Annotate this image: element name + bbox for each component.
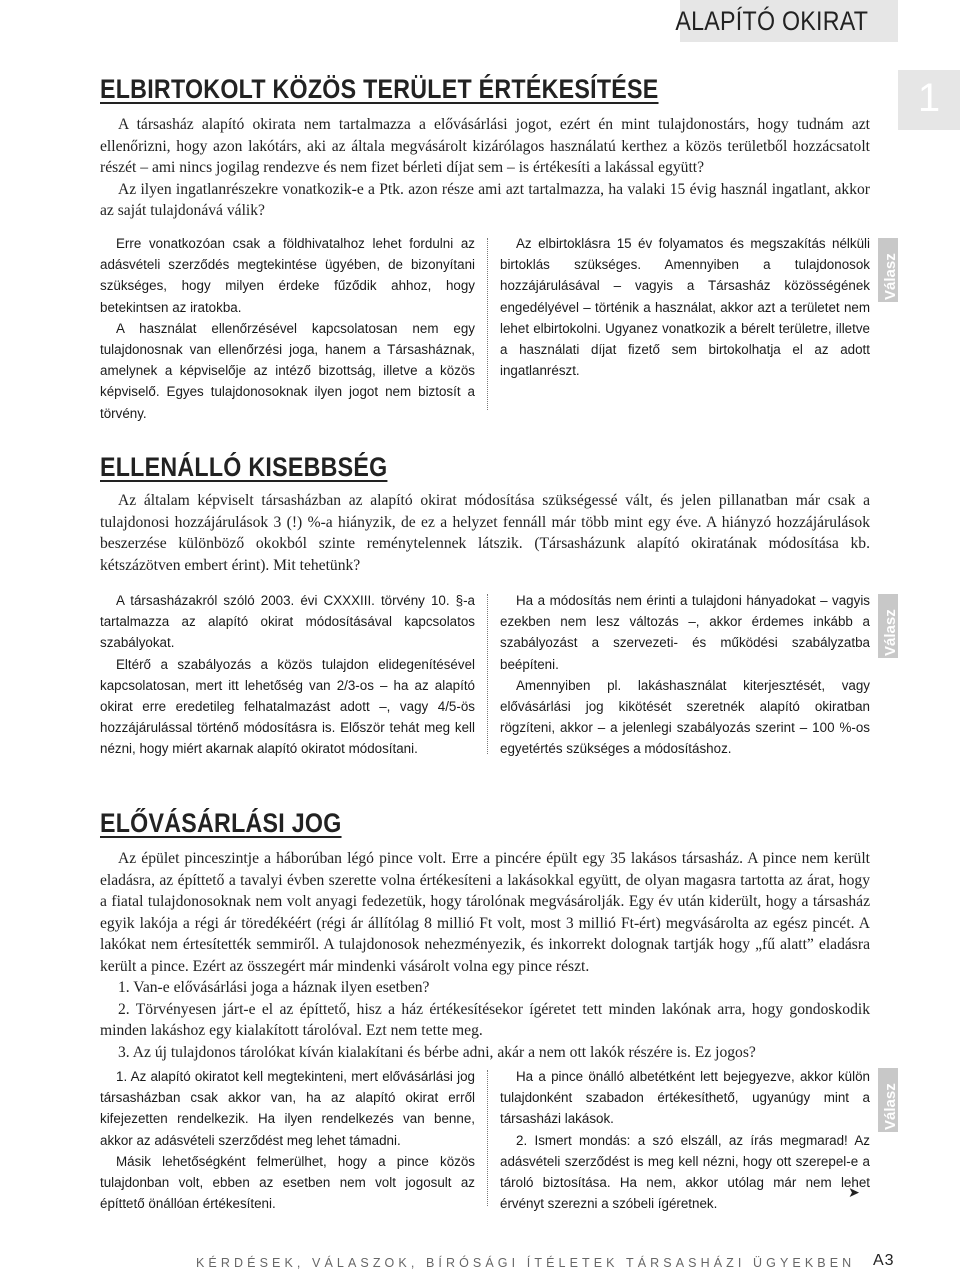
chapter-tab [898, 70, 960, 130]
question-paragraph: A társasház alapító okirata nem tartalmazza a elővásárlási jogot, ezért én mint tulajdonostárs, hogy tudnám azt ellenőrizni, hogy azon lakótárs, aki az általa megvásárolt kizárólagos használatú kerthez a közös területből hozzácsatolt részét – ami nincs jogilag rendezve és nem fizet bérleti díjat sem – is értékesíti a lakással együtt? [100, 116, 870, 176]
question-text [100, 848, 870, 1063]
answer-paragraph: Másik lehetőségként felmerülhet, hogy a pince közös tulajdonban volt, ebben az esetben nem volt jogosult az építtető önállóan értékesíteni. [100, 1153, 475, 1212]
answer-left-column [100, 590, 475, 760]
answer-paragraph: Amennyiben pl. lakáshasználat kiterjesztését, vagy elővásárlási jog kikötését szeretnék alapító okiratban rögzíteni, akkor – a jelenlegi szabályozás szerint – 100 %-os egyetértés szükséges a módosításhoz. [500, 677, 870, 757]
question-paragraph: Az általam képviselt társasházban az alapító okirat módosítása szükségessé vált, és jelen pillanatban már csak a tulajdonosi hozzájárulások 3 (!) %-a hiányzik, de ez a helyzet fennáll már több mint egy éve. A hiányzó hozzájárulások beszerzése különböző okokból szinte reménytelennek látszik. (Társasházunk alapító okiratának módosítása kb. kétszázötven embert érint). Mit tehetünk? [100, 492, 870, 574]
answer-right-column [500, 233, 870, 381]
answer-paragraph: 1. Az alapító okiratot kell megtekinteni, mert elővásárlási jog társasházban csak akkor van, ha az alapító okirat erről kifejezetten rendelkezik. Ha ilyen rendelkezés van benne, akkor az adásvételi szerződést meg lehet támadni. [100, 1069, 475, 1148]
column-divider [487, 594, 488, 754]
question-paragraph: 1. Van-e elővásárlási joga a háznak ilyen esetben? [118, 979, 430, 996]
continue-arrow-icon: ➤ [848, 1186, 860, 1201]
column-divider [487, 1070, 488, 1206]
answer-right-column [500, 1066, 870, 1214]
column-divider [487, 238, 488, 410]
footer-running-text: KÉRDÉSEK, VÁLASZOK, BÍRÓSÁGI ÍTÉLETEK TÁRSASHÁZI ÜGYEKBEN [196, 1256, 856, 1270]
answer-paragraph: Ha a pince önálló albetétként lett bejegyezve, akkor külön tulajdonként szabadon értékesíthető, ugyanúgy mint a társasházi lakások. [500, 1069, 870, 1127]
answer-label-text: Válasz [882, 1083, 899, 1130]
answer-paragraph: Eltérő a szabályozás a közös tulajdon elidegenítésével kapcsolatosan, mert itt lehetőség van 2/3-os – ha az alapító okirat erre eredetileg felhatalmazást adott –, vagy 4/5-ös hozzájárulással történő módosításra is. Először tehát meg kell nézni, hogy miért akarnak alapító okiratot módosítani. [100, 656, 475, 757]
answer-paragraph: A társasházakról szóló 2003. évi CXXXIII. törvény 10. §-a tartalmazza az alapító okirat módosításával kapcsolatos szabályokat. [100, 593, 475, 651]
answer-left-column [100, 1066, 475, 1214]
answer-paragraph: 2. Ismert mondás: a szó elszáll, az írás megmarad! Az adásvételi szerződést is meg kell nézni, hogy ott szerepel-e a tároló biztosítása. Ha nem, akkor utólag már nem lehet érvényt szerezni a szóbeli ígéretnek. [500, 1132, 870, 1212]
question-text [100, 114, 870, 222]
section-title: ELLENÁLLÓ KISEBBSÉG [100, 452, 388, 482]
question-paragraph: 3. Az új tulajdonos tárolókat kíván kialakítani és bérbe adni, akár a nem ott lakók részére is. Ez jogos? [118, 1043, 756, 1061]
question-text [100, 490, 870, 576]
section-title: ELBIRTOKOLT KÖZÖS TERÜLET ÉRTÉKESÍTÉSE [100, 74, 659, 104]
answer-label-text: Válasz [882, 253, 899, 300]
answer-paragraph: A használat ellenőrzésével kapcsolatosan nem egy tulajdonosnak van ellenőrzési joga, hanem a Társasháznak, amelynek a képviselője az intéző bizottság, illetve a közös képviselő. Egyes tulajdonosoknak ilyen jogot nem biztosít a törvény. [100, 320, 475, 421]
answer-left-column [100, 233, 475, 424]
answer-paragraph: Ha a módosítás nem érinti a tulajdoni hányadokat – vagyis ezekben nem lesz változás –, akkor érdemes inkább a szabályozást a szervezeti- és működési szabályzatba beépíteni. [500, 593, 870, 672]
question-paragraph: Az ilyen ingatlanrészekre vonatkozik-e a Ptk. azon része ami azt tartalmazza, ha valaki 15 évig használ ingatlant, akkor az saját tulajdonává válik? [100, 180, 870, 219]
question-paragraph: 2. Törvényesen járt-e el az építtető, hisz a ház értékesítésekor ígéretet tett minden lakónak arra, hogy gondoskodik minden lakáshoz egy kialakított tárolóval. Ezt nem tette meg. [100, 1000, 870, 1039]
page-number: A3 [873, 1252, 895, 1269]
answer-paragraph: Erre vonatkozóan csak a földhivatalhoz lehet fordulni az adásvételi szerződés megtekintése ügyében, de bizonyítani szükséges, hogy milyen érdeke fűződik ahhoz, hogy betekintsen az iratokba. [100, 236, 475, 315]
chapter-number: 1 [917, 76, 941, 120]
running-header-title: ALAPÍTÓ OKIRAT [675, 6, 868, 36]
answer-label-text: Válasz [882, 609, 899, 656]
question-paragraph: Az épület pinceszintje a háborúban légó pince volt. Erre a pincére épült egy 35 lakásos társasház. A pince nem került eladásra, az építtető a tavalyi évben szerette volna értékesíteni a lakásokkal együtt, de olyan magasra tartotta az árat, hogy a fiatal tulajdonosoknak nem volt anyagi fedezetük, hogy tárolónak megvásárolják. Egy év után kiderült, hogy a társasház egyik lakója a régi ár töredékéért (régi ár állítólag 8 millió Ft volt, most 3 millió Ft-ért) megvásárolta az egész pincét. A lakókat nem értesítették semmiről. A tulajdonosok nehezményezik, és inkorrekt dolognak tartják hogy „fű alatt” eladásra került a pince. Ezért az összegért már mindenki vásárolt volna egy pince részt. [100, 850, 870, 975]
answer-paragraph: Az elbirtoklásra 15 év folyamatos és megszakítás nélküli birtoklás szükséges. Amennyiben a tulajdonosok hozzájárulásával – vagyis a Társasház közösségének engedélyével – történik a használat, akkor azt a területet nem lehet elbirtokolni. Ugyanez vonatkozik a bérelt területre, illetve a használati díjat fizető sem birtokolhatja el az adott ingatlanrészt. [500, 236, 870, 379]
answer-right-column [500, 590, 870, 760]
section-title: ELŐVÁSÁRLÁSI JOG [100, 808, 342, 838]
